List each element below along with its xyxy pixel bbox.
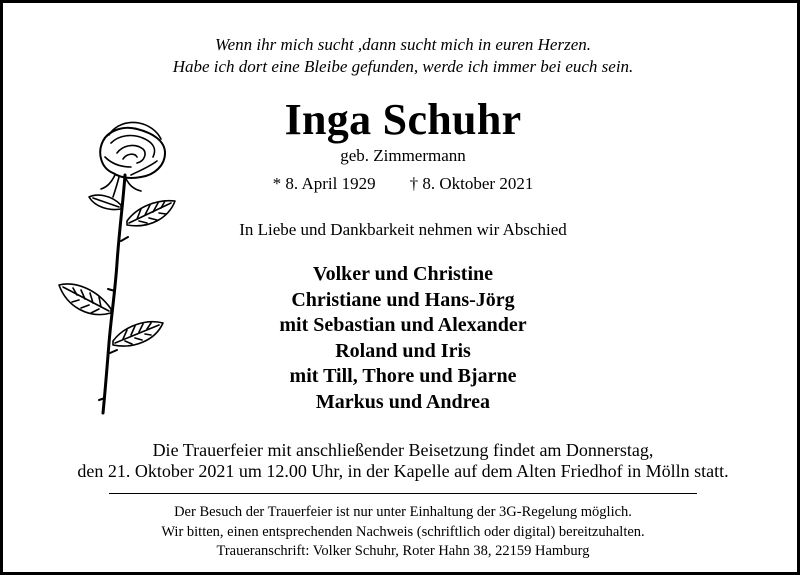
family-member: Roland und Iris: [335, 339, 471, 362]
service-announcement: [3, 440, 800, 481]
info-line-2: Wir bitten, einen entsprechenden Nachweis (schriftlich oder digital) bereitzuhalten.: [161, 523, 645, 540]
family-member: Markus und Andrea: [315, 390, 491, 413]
info-line-1: Der Besuch der Trauerfeier ist nur unter Einhaltung der 3G-Regelung möglich.: [174, 504, 632, 520]
birth-date: * 8. April 1929: [272, 174, 376, 193]
additional-info: [3, 503, 800, 562]
poem-quote: [3, 34, 800, 78]
death-date: † 8. Oktober 2021: [409, 174, 534, 193]
family-member: mit Sebastian und Alexander: [279, 314, 527, 337]
maiden-name: geb. Zimmermann: [340, 146, 466, 165]
poem-line-1: Wenn ihr mich sucht ,dann sucht mich in euren Herzen.: [215, 35, 591, 54]
deceased-name: Inga Schuhr: [284, 95, 522, 144]
farewell-text: In Liebe und Dankbarkeit nehmen wir Abschied: [239, 220, 567, 239]
service-line-2: den 21. Oktober 2021 um 12.00 Uhr, in der Kapelle auf dem Alten Friedhof in Mölln statt.: [77, 460, 729, 481]
family-member: Christiane und Hans-Jörg: [291, 288, 515, 311]
mourning-address: Traueranschrift: Volker Schuhr, Roter Hahn 38, 22159 Hamburg: [216, 543, 590, 559]
life-dates: [3, 174, 800, 194]
service-line-1: Die Trauerfeier mit anschließender Beisetzung findet am Donnerstag,: [152, 440, 654, 460]
family-member: Volker und Christine: [312, 263, 494, 285]
divider: [109, 493, 697, 494]
family-member: mit Till, Thore und Bjarne: [289, 365, 517, 388]
family-list: [3, 262, 800, 416]
poem-line-2: Habe ich dort eine Bleibe gefunden, werde ich immer bei euch sein.: [172, 57, 634, 76]
